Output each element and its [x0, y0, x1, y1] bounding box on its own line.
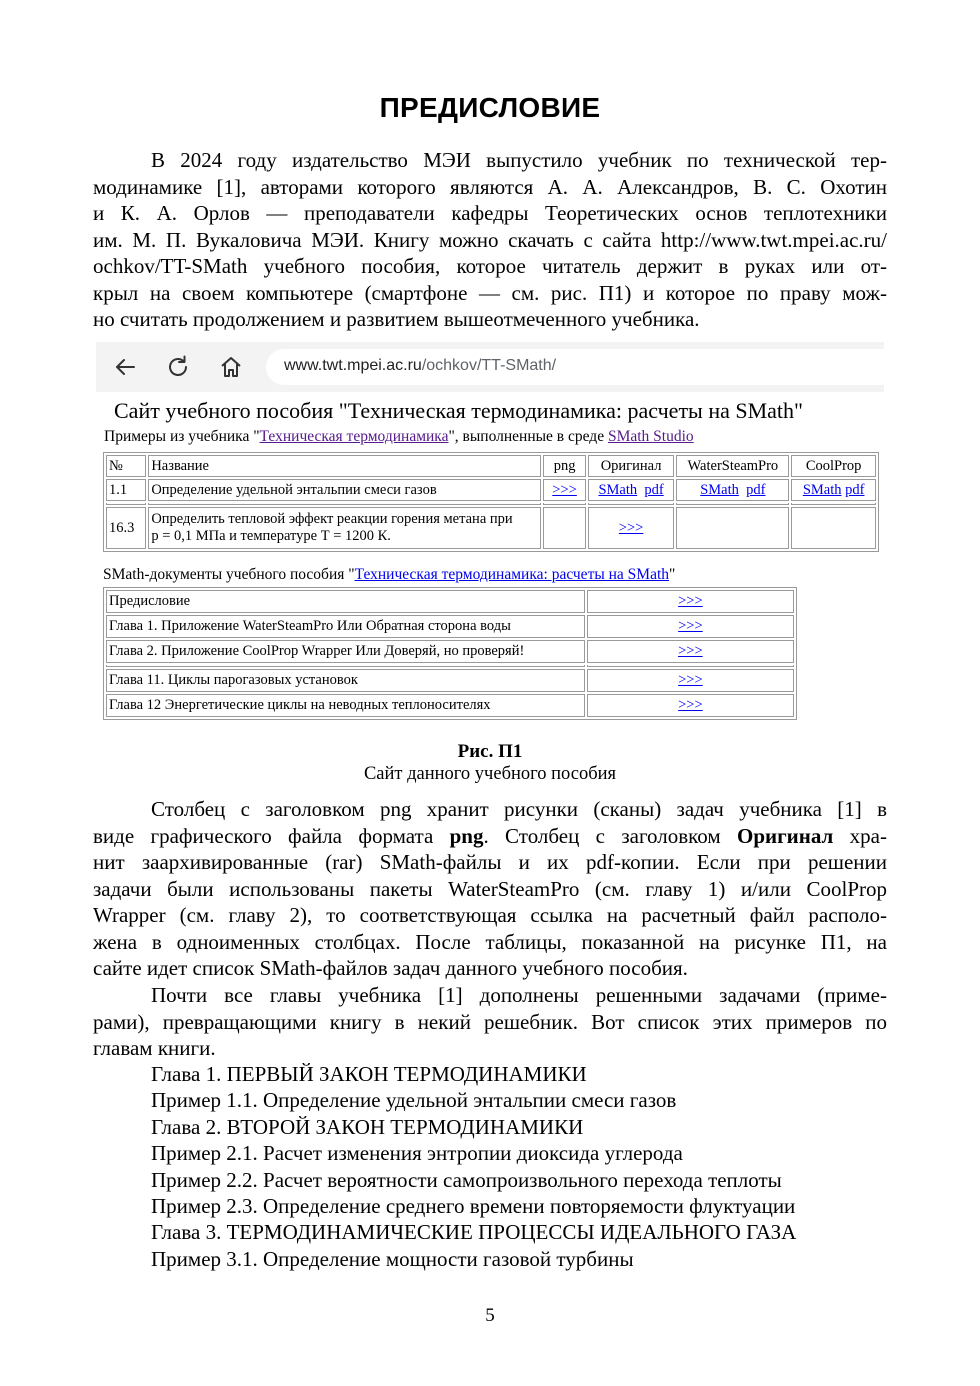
body-line: задачи были использованы пакеты WaterSteamPro (см. главу 1) и/или CoolProp — [93, 876, 887, 901]
page-number: 5 — [485, 1305, 495, 1326]
body-line-end: хра- — [833, 823, 887, 848]
page-title: ПРЕДИСЛОВИЕ — [379, 92, 601, 123]
chapter-link[interactable]: >>> — [678, 697, 703, 713]
chapter-link-cell — [587, 640, 794, 663]
intro-line: ochkov/TT-SMath учебного пособия, которое читатель держит в руках или от- — [93, 254, 887, 278]
list-item: Пример 2.2. Расчет вероятности самопроизвольного перехода теплоты — [151, 1167, 782, 1192]
subtitle-middle: ", выполненные в среде — [448, 428, 608, 445]
header-coolprop: CoolProp — [791, 455, 876, 477]
header-num: № — [106, 455, 146, 477]
chapter-link-cell — [587, 615, 794, 638]
header-name: Название — [148, 455, 541, 477]
gap-cell — [106, 665, 585, 667]
table-header-row — [106, 455, 876, 477]
chapter-link-cell — [587, 590, 794, 613]
chapter-link-cell — [587, 694, 794, 717]
figure-caption-text: Сайт данного учебного пособия — [363, 764, 617, 784]
header-png: png — [543, 455, 585, 477]
body-line: нит заархивированные (rar) SMath-файлы и их pdf-копии. Если при решении — [93, 850, 887, 874]
body-line: сайте идет список SMath-файлов задач данного учебного пособия. — [93, 956, 688, 980]
chapter-link[interactable]: >>> — [678, 672, 703, 688]
gap-cell — [676, 503, 789, 505]
original-smath-link[interactable]: SMath — [598, 481, 638, 498]
table-row — [106, 479, 876, 501]
chapter-label: Глава 1. Приложение WaterSteamPro Или Обратная сторона воды — [106, 615, 585, 638]
chapter-link-cell — [587, 669, 794, 692]
gap-cell — [148, 503, 541, 505]
wsp-pdf-link[interactable]: pdf — [746, 481, 766, 498]
row-name — [148, 507, 541, 549]
wsp-smath-link[interactable]: SMath — [700, 481, 739, 498]
body-line: Столбец с заголовком png хранит рисунки (сканы) задач учебника [1] в — [151, 797, 887, 821]
back-arrow-icon[interactable] — [110, 352, 140, 382]
coolprop-cell — [791, 479, 876, 501]
body-line: жена в одноименных столбцах. После таблицы, показанной на рисунке П1, на — [93, 929, 887, 954]
intro-line: крыл на своем компьютере (смартфоне — см. рис. П1) и которое по праву мож- — [93, 280, 887, 305]
gap-cell — [587, 665, 794, 667]
browser-toolbar — [96, 342, 884, 392]
original-cell — [588, 479, 675, 501]
table-row — [106, 669, 794, 692]
sub2-prefix: SMath-документы учебного пособия " — [103, 566, 355, 583]
watersteampro-cell — [676, 479, 789, 501]
row-name: Определение удельной энтальпии смеси газов — [148, 479, 541, 501]
row-name-line: Определить тепловой эффект реакции горения метана при — [151, 511, 513, 527]
chapter-link[interactable]: >>> — [678, 593, 703, 609]
cp-smath-link[interactable]: SMath — [802, 481, 842, 498]
table-row — [106, 590, 794, 613]
table-gap-row — [106, 665, 794, 667]
browser-screenshot — [96, 342, 884, 732]
png-cell — [543, 479, 585, 501]
chapter-label: Глава 11. Циклы парогазовых установок — [106, 669, 585, 692]
figure-caption-title: Рис. П1 — [457, 741, 523, 762]
intro-line: и К. А. Орлов — преподаватели кафедры Теоретических основ теплотехники — [93, 201, 887, 225]
url-text — [284, 357, 556, 375]
intro-line: В 2024 году издательство МЭИ выпустило учебник по технической тер- — [151, 148, 887, 172]
url-path: /ochkov/TT-SMath/ — [421, 357, 557, 374]
table-row — [106, 694, 794, 717]
list-item: Пример 3.1. Определение мощности газовой турбины — [151, 1246, 634, 1271]
body-line-mid: . Столбец с заголовком — [483, 823, 738, 848]
site-title: Сайт учебного пособия "Техническая термодинамика: расчеты на SMath" — [114, 398, 804, 423]
body-line — [93, 823, 887, 850]
list-item: Пример 2.1. Расчет изменения энтропии диоксида углерода — [151, 1141, 683, 1166]
list-item: Глава 3. ТЕРМОДИНАМИЧЕСКИЕ ПРОЦЕССЫ ИДЕАЛЬНОГО ГАЗА — [151, 1220, 797, 1245]
table-row — [106, 640, 794, 663]
bold-original: Оригинал — [737, 823, 834, 848]
cp-pdf-link[interactable]: pdf — [845, 481, 865, 498]
reload-icon[interactable] — [163, 352, 193, 382]
url-domain: www.twt.mpei.ac.ru — [284, 357, 422, 374]
table-row — [106, 615, 794, 638]
sub2-suffix: " — [669, 566, 676, 583]
chapter-link[interactable]: >>> — [678, 643, 703, 659]
chapter-list — [151, 1061, 796, 1272]
subtitle-prefix: Примеры из учебника " — [104, 428, 260, 445]
watersteampro-cell — [676, 507, 789, 549]
png-cell — [543, 507, 585, 549]
original-cell — [588, 507, 675, 549]
body2-line: Почти все главы учебника [1] дополнены решенными задачами (приме- — [151, 983, 887, 1007]
gap-cell — [588, 503, 675, 505]
chapter-label: Глава 2. Приложение CoolProp Wrapper Или Доверяй, но проверяй! — [106, 640, 585, 663]
intro-paragraph — [93, 147, 887, 333]
table-gap-row — [106, 503, 876, 505]
body-line-start: виде графического файла формата — [93, 823, 450, 848]
examples-table — [103, 452, 879, 552]
home-icon[interactable] — [216, 352, 246, 382]
png-link[interactable]: >>> — [552, 481, 577, 498]
gap-cell — [106, 503, 146, 505]
header-watersteampro: WaterSteamPro — [676, 455, 789, 477]
body2-line: главам книги. — [93, 1036, 216, 1060]
list-item: Глава 1. ПЕРВЫЙ ЗАКОН ТЕРМОДИНАМИКИ — [151, 1062, 587, 1086]
chapters-table — [103, 587, 797, 720]
intro-line: им. М. П. Вукаловича МЭИ. Книгу можно скачать с сайта http://www.twt.mpei.ac.ru/ — [93, 227, 887, 252]
gap-cell — [791, 503, 876, 505]
table-row — [106, 507, 876, 549]
body2-line: рами), превращающими книгу в некий решебник. Вот список этих примеров по — [93, 1009, 887, 1034]
intro-line: модинамике [1], авторами которого являются А. А. Александров, В. С. Охотин — [93, 174, 887, 199]
smath-documents-subtitle — [103, 566, 675, 584]
manual-link[interactable]: Техническая термодинамика: расчеты на SMath — [354, 566, 670, 583]
list-item: Пример 1.1. Определение удельной энтальпии смеси газов — [151, 1088, 677, 1113]
header-original: Оригинал — [588, 455, 675, 477]
list-item: Пример 2.3. Определение среднего времени повторяемости флуктуации — [151, 1193, 796, 1218]
site-subtitle — [104, 428, 694, 446]
chapter-label: Глава 12 Энергетические циклы на неводных теплоносителях — [106, 694, 585, 717]
address-bar[interactable] — [266, 349, 884, 385]
textbook-link[interactable]: Техническая термодинамика — [259, 428, 449, 445]
list-item: Глава 2. ВТОРОЙ ЗАКОН ТЕРМОДИНАМИКИ — [151, 1114, 584, 1139]
bold-png: png — [449, 823, 484, 848]
body-paragraph — [93, 796, 887, 982]
chapter-link[interactable]: >>> — [678, 618, 703, 634]
chapter-label: Предисловие — [106, 590, 585, 613]
smath-studio-link[interactable]: SMath Studio — [607, 428, 694, 445]
coolprop-cell — [791, 507, 876, 549]
gap-cell — [543, 503, 585, 505]
body-line: Wrapper (см. главу 2), то соответствующая ссылка на расчетный файл располо- — [93, 903, 887, 927]
row-name-line: р = 0,1 МПа и температуре Т = 1200 К. — [151, 528, 391, 544]
original-pdf-link[interactable]: pdf — [644, 481, 664, 498]
intro-line: но считать продолжением и развитием вышеотмеченного учебника. — [93, 307, 700, 331]
row-num: 16.3 — [106, 507, 146, 549]
body2-paragraph — [93, 982, 887, 1062]
original-link[interactable]: >>> — [618, 519, 644, 536]
row-num: 1.1 — [106, 479, 146, 501]
